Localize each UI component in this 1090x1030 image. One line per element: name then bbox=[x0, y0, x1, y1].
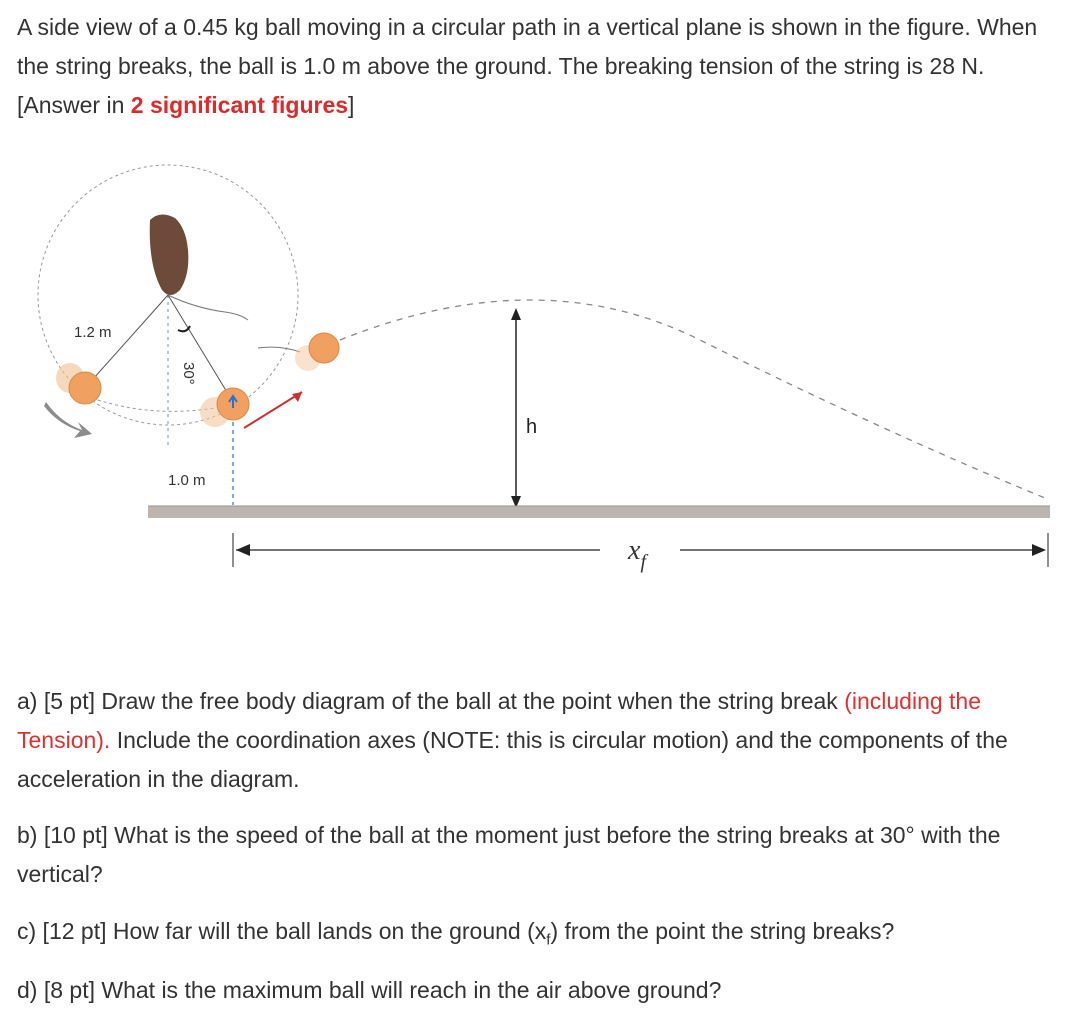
question-a bbox=[17, 682, 1072, 799]
question-a-highlight: (including the Tension). bbox=[17, 688, 982, 753]
xf-label bbox=[627, 535, 648, 573]
question-c bbox=[17, 912, 1072, 960]
height-label: 1.0 m bbox=[168, 472, 206, 489]
ball-left bbox=[69, 372, 101, 404]
xf-arrow-left bbox=[236, 544, 250, 556]
h-label: h bbox=[526, 416, 538, 438]
radius-label: 1.2 m bbox=[74, 324, 112, 341]
question-c-text: c) [12 pt] How far will the ball lands on the ground (x bbox=[17, 918, 547, 944]
rotation-arrow-icon bbox=[44, 402, 92, 438]
projectile-ball bbox=[309, 333, 339, 363]
intro-text: A side view of a 0.45 kg ball moving in a circular path in a vertical plane is shown in the figure. When the string breaks, the ball is 1.0 m above the ground. The breaking tension of the string is 28 N. [Answer in bbox=[17, 14, 1038, 118]
xf-label-subscript: f bbox=[640, 551, 646, 573]
ground bbox=[148, 506, 1050, 518]
intro-text-end: ] bbox=[348, 92, 355, 118]
question-b: b) [10 pt] What is the speed of the ball at the moment just before the string breaks at 30° with the vertical? bbox=[17, 822, 1001, 887]
string-to-left-ball bbox=[85, 295, 168, 388]
significant-figures-highlight: 2 significant figures bbox=[130, 92, 349, 118]
string-to-break-ball bbox=[168, 295, 233, 402]
ball-path-left bbox=[92, 398, 215, 411]
broken-string bbox=[168, 295, 300, 352]
question-c-text-end: ) from the point the string breaks? bbox=[550, 918, 895, 944]
xf-arrow-right bbox=[1032, 544, 1046, 556]
question-a-text-end: Include the coordination axes (NOTE: this is circular motion) and the components of the acceleration in the diagram. bbox=[17, 727, 1008, 792]
angle-arc bbox=[178, 326, 190, 331]
angle-label: 30° bbox=[180, 362, 197, 385]
xf-label-x: x bbox=[628, 535, 641, 566]
velocity-arrow bbox=[244, 392, 302, 428]
question-a-text: a) [5 pt] Draw the free body diagram of the ball at the point when the string break bbox=[17, 688, 845, 714]
max-height-arrow-top bbox=[511, 308, 521, 320]
question-c-subscript: f bbox=[546, 931, 551, 949]
trajectory-path bbox=[340, 300, 1045, 498]
problem-intro bbox=[17, 8, 1072, 125]
question-d: d) [8 pt] What is the maximum ball will reach in the air above ground? bbox=[17, 977, 722, 1003]
hand-icon bbox=[150, 214, 189, 295]
physics-figure bbox=[0, 140, 1090, 620]
